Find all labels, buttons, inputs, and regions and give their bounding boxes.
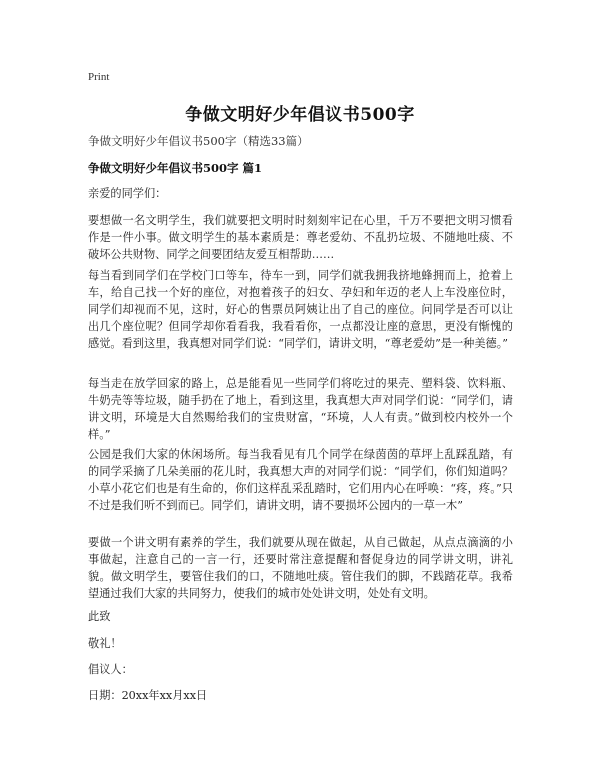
date-line: 日期：20xx年xx月xx日 — [88, 689, 208, 702]
document-title: 争做文明好少年倡议书500字 — [185, 105, 415, 125]
signature-line: 倡议人： — [88, 663, 133, 676]
salutation: 敬礼！ — [88, 637, 122, 650]
paragraph-5: 要做一个讲文明有素养的学生，我们就要从现在做起，从自己做起，从点点滴滴的小事做起，注意自己的一言一行，还要时常注意提醒和督促身边的同学讲文明，讲礼貌。做文明学生，要管住我们的口，不随地吐痰。管住我们的脚，不践踏花草。我希望通过我们大家的共同努力，使我们的城市处处讲文明，处处有文明。 — [88, 536, 513, 600]
section-heading: 争做文明好少年倡议书500字 篇1 — [88, 161, 263, 175]
document-subtitle: 争做文明好少年倡议书500字（精选33篇） — [88, 134, 309, 148]
print-link[interactable]: Print — [88, 71, 110, 83]
paragraph-4: 公园是我们大家的休闲场所。每当我看见有几个同学在绿茵茵的草坪上乱踩乱踏，有的同学采摘了几朵美丽的花儿时，我真想大声的对同学们说：“同学们，你们知道吗？小草小花它们也是有生命的，你们这样乱采乱踏时，它们用内心在呼唤：“疼，疼。”只不过是我们听不到而已。同学们，请讲文明，请不要损坏公园内的一草一木” — [88, 448, 513, 512]
paragraph-3: 每当走在放学回家的路上，总是能看见一些同学们将吃过的果壳、塑料袋、饮料瓶、牛奶壳等等垃圾，随手扔在了地上，看到这里，我真想大声对同学们说：“同学们，请讲文明，环境是大自然赐给我们的宝贵财富，“环境，人人有责。”做到校内校外一个样。” — [88, 377, 513, 441]
greeting: 亲爱的同学们： — [88, 187, 167, 200]
closing: 此致 — [88, 610, 111, 623]
paragraph-1: 要想做一名文明学生，我们就要把文明时时刻刻牢记在心里，千万不要把文明习惯看作是一件小事。做文明学生的基本素质是：尊老爱幼、不乱扔垃圾、不随地吐痰、不破坏公共财物、同学之间要团结友爱互相帮助…… — [88, 214, 513, 261]
paragraph-2: 每当看到同学们在学校门口等车，待车一到，同学们就我拥我挤地蜂拥而上，抢着上车，给自己找一个好的座位，对抱着孩子的妇女、孕妇和年迈的老人上车没座位时，同学们却视而不见，这时，好心的售票员阿姨让出了自己的座位。问同学是否可以让出几个座位呢？但同学却你看看我，我看看你，一点都没让座的意思，更没有惭愧的感觉。看到这里，我真想对同学们说：“同学们，请讲文明，“尊老爱幼”是一种美德。” — [88, 269, 513, 350]
